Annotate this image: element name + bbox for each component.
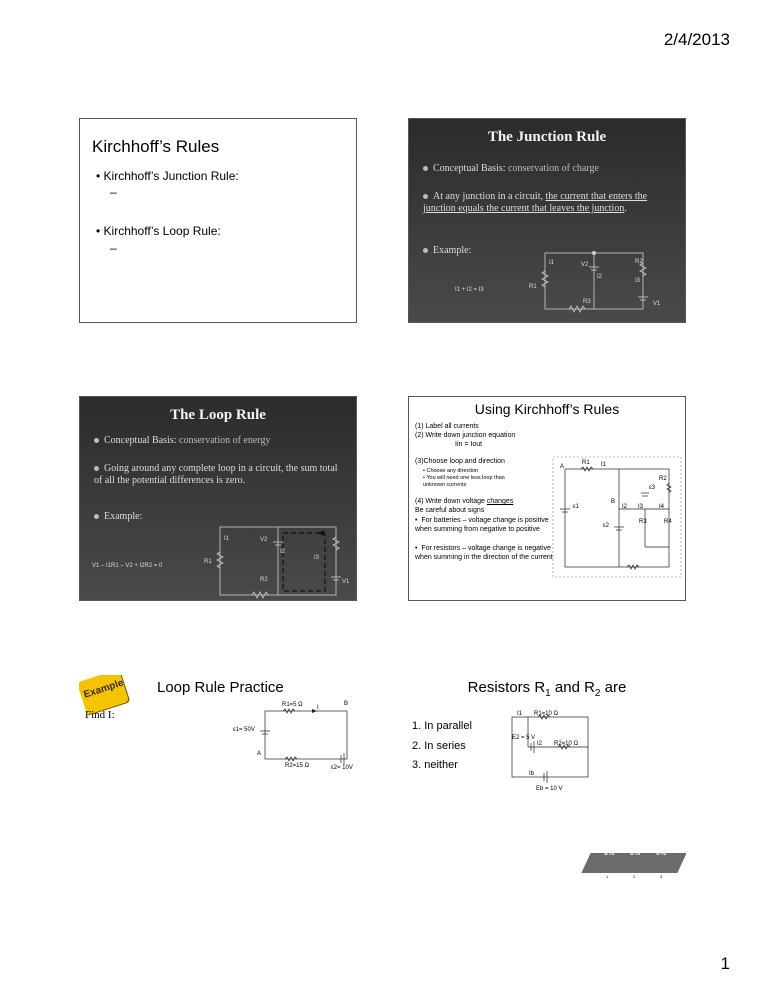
label-e2: ε2 (603, 523, 610, 529)
label-i1: I1 (517, 711, 523, 717)
underlined-text: the current that enters the junction equals the current that leaves the junction (423, 191, 648, 214)
label-v2: V2 (260, 537, 268, 543)
poll-tick-3: 3 (660, 874, 663, 879)
label-i3: I3 (635, 278, 641, 284)
label-r1: R1 (529, 284, 537, 290)
label-e1: ε1 (573, 504, 580, 510)
poll-result-3: 0% (656, 850, 667, 857)
label-r2: R2=15 Ω (285, 763, 309, 769)
bullet-conceptual-basis: Conceptual Basis: conservation of energy (94, 435, 349, 447)
option-neither[interactable]: 3. neither (412, 759, 458, 771)
label: Conceptual Basis: (433, 163, 506, 174)
example-badge: Example (79, 675, 129, 715)
poll-tick-1: 1 (606, 874, 609, 879)
label-i1: I1 (224, 536, 230, 542)
label-e2: E2 = 5 V (512, 735, 536, 741)
poll-tick-2: 2 (633, 874, 636, 879)
label-r4: R4 (664, 519, 672, 525)
label-a: A (560, 464, 565, 470)
label-i: I (317, 705, 319, 711)
junction-circuit-diagram (409, 119, 686, 323)
label-v2: V2 (581, 262, 589, 268)
slide-title: Kirchhoff’s Rules (92, 137, 220, 156)
label-r2: R2=10 Ω (554, 741, 578, 747)
text: conservation of charge (508, 163, 599, 174)
label-e1: ε1= 50V (233, 727, 255, 733)
resistor-rule: • For resistors – voltage change is negative when summing in the direction of the current (415, 545, 553, 561)
poll-result-2: 0% (630, 850, 641, 857)
label-i3: I3 (314, 555, 320, 561)
label-r1: R1=10 Ω (534, 711, 558, 717)
slide-kirchhoffs-rules (79, 118, 357, 323)
label-i4: I4 (659, 504, 665, 510)
label-e2: ε2= 10V (331, 765, 353, 771)
label-i3: I3 (638, 504, 644, 510)
label-i2: I2 (280, 549, 286, 555)
label-i2: I2 (622, 504, 628, 510)
header-date: 2/4/2013 (663, 30, 730, 49)
label-eb: Eb = 10 V (536, 786, 563, 792)
option-parallel[interactable]: 1. In parallel (412, 720, 472, 732)
slide-title: Using Kirchhoff’s Rules (474, 401, 620, 417)
page-number: 1 (720, 954, 730, 973)
label-r1: R1=5 Ω (282, 702, 303, 708)
bullet-junction-definition: At any junction in a circuit, the current that enters the junction equals the current that leaves the junction. (423, 191, 648, 214)
bullet-loop-definition: Going around any complete loop in a circuit, the sum total of all the potential differences is zero. (94, 463, 338, 486)
bullet-loop-rule: • Kirchhoff’s Loop Rule: (96, 224, 221, 238)
bullet-junction-rule: • Kirchhoff’s Junction Rule: (96, 169, 239, 183)
poll-result-1: 0% (604, 850, 615, 857)
label-a: A (257, 751, 262, 757)
slide-using-kirchhoffs-rules (408, 396, 686, 601)
junction-eq: Iin = Iout (455, 441, 483, 448)
battery-rule: • For batteries – voltage change is positive when summing from negative to positive (415, 517, 549, 533)
label-e3: ε3 (649, 485, 656, 491)
label-r2: R2 (659, 476, 667, 482)
dash-1: – (110, 185, 117, 199)
label-ib: Ib (529, 771, 535, 777)
option-series[interactable]: 2. In series (412, 740, 466, 752)
label-i2: I2 (537, 741, 543, 747)
label-r2: R2 (635, 259, 643, 265)
label-b: B (611, 499, 616, 505)
careful-signs: Be careful about signs (415, 507, 485, 514)
bullet-example: Example: (94, 511, 142, 523)
slide-title: Resistors $R_1$ and $R_2$ are (467, 679, 627, 699)
practice-circuit-diagram (79, 675, 357, 880)
sub-1: • Choose any direction (423, 468, 479, 474)
label-r1: R1 (582, 460, 590, 466)
sub-2: • You will need one less loop than unknown currents (423, 475, 505, 488)
step-3: (3)Choose loop and direction (415, 458, 505, 465)
junction-equation: I1 + I2 = I3 (455, 287, 484, 293)
label-r3: R3 (639, 519, 647, 525)
slide-junction-rule (408, 118, 686, 323)
step-4: (4) Write down voltage changes (415, 498, 514, 505)
slide-loop-rule (79, 396, 357, 601)
slide-title: The Junction Rule (487, 129, 607, 145)
resistor-circuit-diagram (408, 675, 686, 880)
label-r3: R3 (583, 299, 591, 305)
bullet-example: Example: (423, 245, 471, 257)
label-b: B (344, 701, 349, 707)
label-i1: I1 (601, 462, 607, 468)
label-r1: R1 (204, 559, 212, 565)
slide-title: Loop Rule Practice (157, 679, 284, 696)
dash-2: – (110, 241, 117, 255)
step-1: (1) Label all currents (415, 423, 479, 430)
find-i-prompt: Find I: (85, 709, 115, 721)
slide-loop-rule-practice (79, 675, 357, 880)
step-2: (2) Write down junction equation (415, 432, 516, 439)
label-v1: V1 (653, 301, 661, 307)
slide-title: The Loop Rule (170, 407, 266, 423)
loop-equation: V1 – I1R1 – V2 + I2R2 = 0 (92, 563, 163, 569)
multi-loop-circuit-diagram (409, 397, 686, 601)
label-r2: R2 (260, 577, 268, 583)
slide-resistors-question (408, 675, 686, 880)
loop-circuit-diagram (80, 397, 357, 601)
label-i1: I1 (549, 260, 555, 266)
label-i2: I2 (597, 274, 603, 280)
label-v1: V1 (342, 579, 350, 585)
